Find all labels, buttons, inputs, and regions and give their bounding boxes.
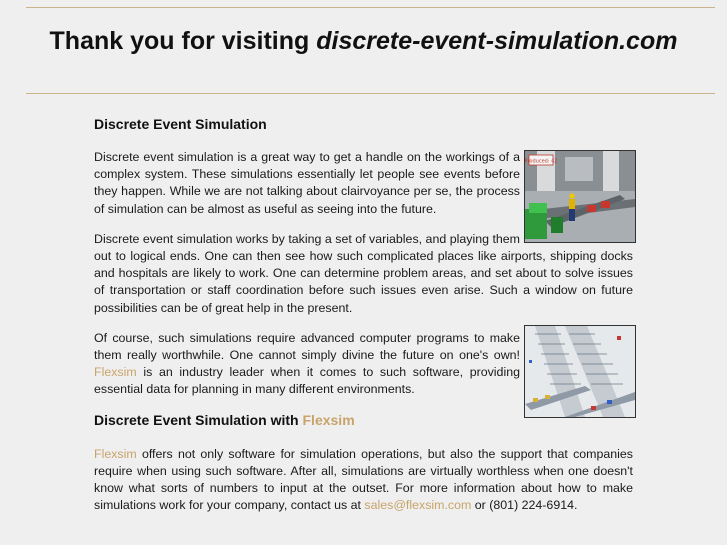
top-divider (26, 7, 715, 8)
paragraph-how-it-works: Discrete event simulation works by taking a set of variables, and playing them out to logical ends. One can then see how such complicated places like airports, shipping docks and hospitals are likely to work. One can determine problem areas, and set about to solve issues of transportation or staff coordination before such issues even arise. Such a window on future possibilities can be of great help in the present. (94, 231, 633, 315)
produced-counter-label: Produced: 42 (525, 158, 558, 165)
software-text-after: is an industry leader when it comes to such software, providing essential data for planning in many different environments. (94, 365, 520, 397)
paragraph-contact (94, 446, 633, 515)
flexsim-heading-link[interactable]: Flexsim (302, 411, 355, 428)
page-title (0, 27, 727, 56)
flexsim-link-inline[interactable]: Flexsim (94, 365, 137, 380)
phone-number: (801) 224-6914. (489, 498, 578, 513)
warehouse-simulation-graphic (525, 326, 635, 417)
contact-text: offers not only software for simulation operations, but also the support that companies require when using such software. After all, simulations are virtually worthless when one doesn't know what sorts of numbers to input at the outset. For more information about how to make simulations work for your company, contact us at (94, 446, 633, 513)
factory-simulation-image[interactable] (524, 150, 636, 243)
contact-or: or (474, 498, 486, 513)
section-heading-discrete-event-simulation: Discrete Event Simulation (94, 116, 267, 132)
email-link[interactable]: sales@flexsim.com (364, 498, 472, 513)
main-content (94, 116, 633, 527)
heading-text: Discrete Event Simulation with (94, 411, 299, 428)
factory-simulation-graphic (525, 151, 635, 242)
paragraph-intro: Discrete event simulation is a great way to get a handle on the workings of a complex system. These simulations essentially let people see events before they happen. While we are not talking about clairvoyance per se, the process of simulation can be almost as useful as seeing into the future. (94, 150, 520, 216)
warehouse-simulation-image[interactable] (524, 325, 636, 418)
header-divider (26, 93, 715, 94)
software-text-before: Of course, such simulations require advanced computer programs to make them really worthwhile. One cannot simply divine the future on one's own! (94, 330, 520, 363)
flexsim-link-contact[interactable]: Flexsim (94, 446, 137, 461)
site-name: discrete-event-simulation.com (316, 27, 678, 55)
title-prefix: Thank you for visiting (49, 27, 310, 55)
